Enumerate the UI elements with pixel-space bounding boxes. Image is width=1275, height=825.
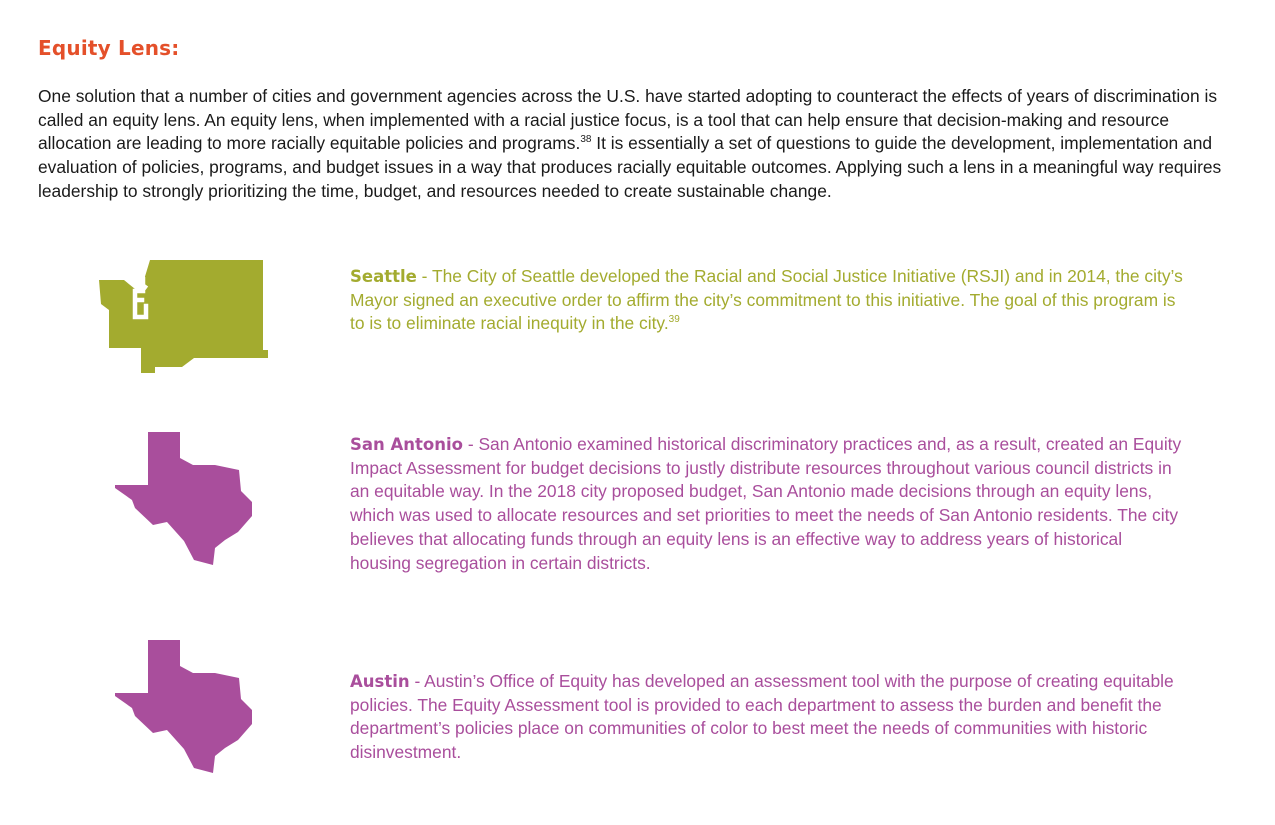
san-antonio-description [350, 433, 1185, 575]
austin-description [350, 670, 1185, 765]
footnote-ref: 38 [580, 134, 592, 146]
page-title: Equity Lens: [38, 36, 180, 60]
seattle-description [350, 265, 1185, 336]
intro-text: One solution that a number of cities and government agencies across the U.S. have started adopting to counteract the effects of years of discrimination is called an equity lens. An equity lens, when implemented with a racial justice focus, is a tool that can help ensure that decision-making and resource allocation are leading to more racially equitable policies and programs. [38, 86, 1218, 154]
city-description: - The City of Seattle developed the Racial and Social Justice Initiative (RSJI) and in 2014, the city’s Mayor signed an executive order to affirm the city’s commitment to this initiative. The goal of this program is to is to eliminate racial inequity in the city. [350, 266, 1183, 334]
texas-state-map-icon [115, 432, 255, 568]
city-description: - Austin’s Office of Equity has developed an assessment tool with the purpose of creating equitable policies. The Equity Assessment tool is provided to each department to assess the burden and benefit the department’s policies place on communities of color to best meet the needs of communities with historic disinvestment. [350, 671, 1174, 763]
intro-paragraph [38, 85, 1228, 204]
city-name: Seattle [350, 267, 417, 286]
city-name: Austin [350, 672, 410, 691]
city-description: - San Antonio examined historical discriminatory practices and, as a result, created an Equity Impact Assessment for budget decisions to justly distribute resources throughout various council districts in an equitable way. In the 2018 city proposed budget, San Antonio made decisions through an equity lens, which was used to allocate resources and set priorities to meet the needs of San Antonio residents. The city believes that allocating funds through an equity lens is an effective way to address years of historical housing segregation in certain districts. [350, 434, 1182, 573]
footnote-ref: 39 [668, 314, 680, 326]
intro-text-continued: It is essentially a set of questions to guide the development, implementation and evaluation of policies, programs, and budget issues in a way that produces racially equitable outcomes. Applying such a lens in a meaningful way requires leadership to strongly prioritizing the time, budget, and resources needed to create sustainable change. [38, 133, 1222, 201]
washington-state-map-icon [98, 260, 268, 374]
city-name: San Antonio [350, 435, 463, 454]
texas-state-map-icon [115, 640, 255, 776]
